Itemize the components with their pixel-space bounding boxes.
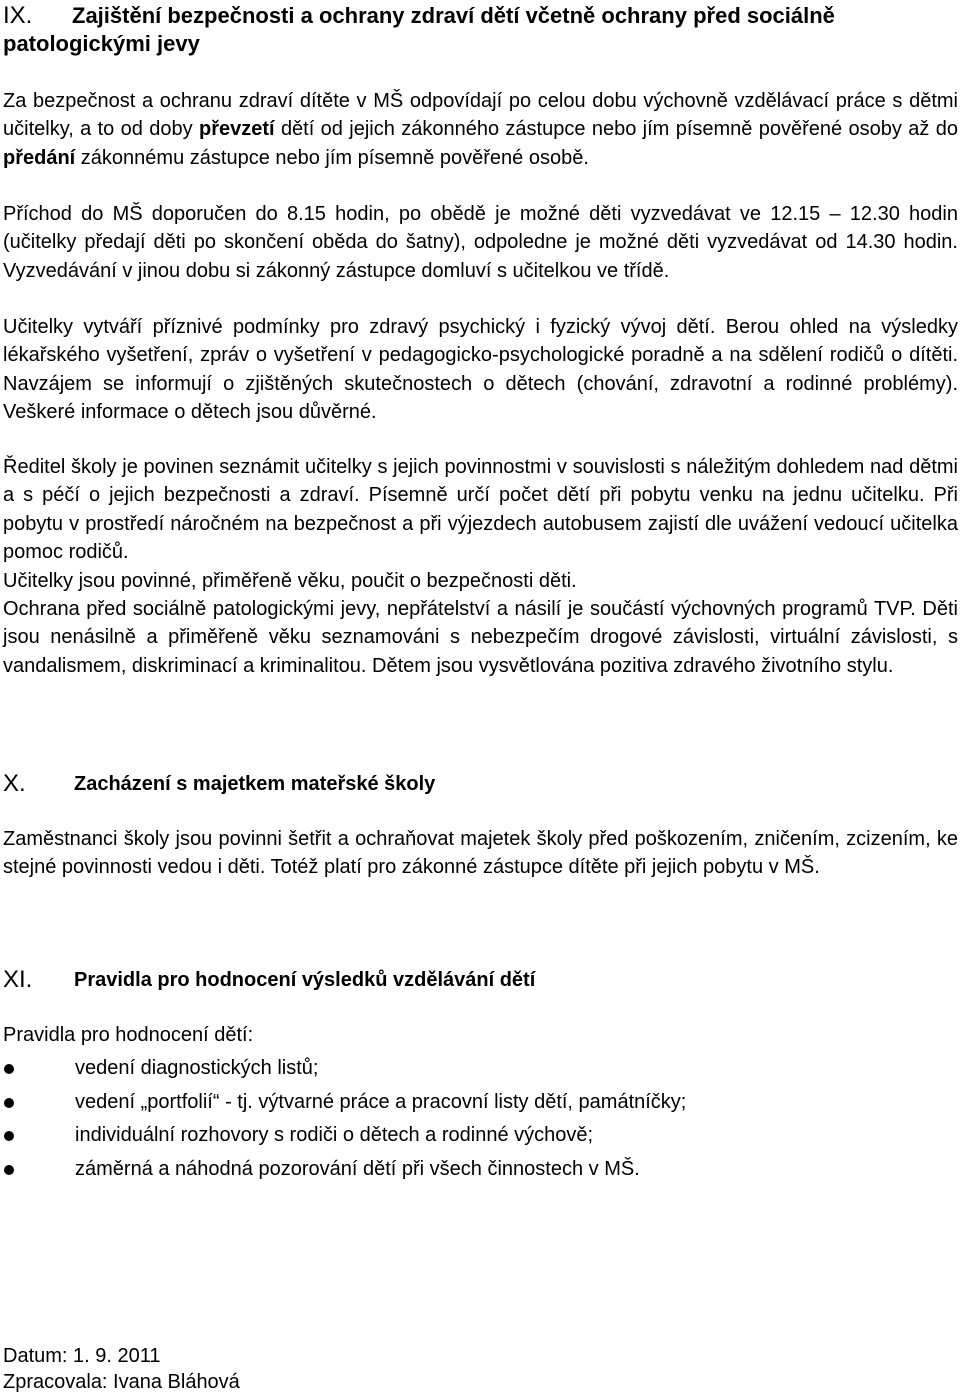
bullet-icon: [4, 1064, 14, 1074]
paragraph-text: dětí od jejich zákonného zástupce nebo jím písemně pověřené osoby až do: [274, 118, 958, 141]
evaluation-rules-list: [3, 1052, 958, 1187]
section-11-heading: [3, 966, 958, 994]
section-11-intro: Pravidla pro hodnocení dětí:: [3, 1024, 254, 1046]
list-item-text: vedení diagnostických listů;: [75, 1057, 319, 1079]
section-9-number: IX.: [3, 2, 33, 29]
list-item: [3, 1086, 958, 1120]
section-11-number: XI.: [3, 966, 33, 993]
section-9-title: Zajištění bezpečnosti a ochrany zdraví dětí včetně ochrany před sociálně patologickými jevy: [3, 3, 835, 56]
section-10-number: X.: [3, 770, 26, 797]
section-9-heading: [3, 2, 958, 58]
bullet-icon: [4, 1165, 14, 1175]
list-item: [3, 1153, 958, 1187]
list-item-text: vedení „portfolií“ - tj. výtvarné práce a pracovní listy dětí, památníčky;: [75, 1090, 687, 1113]
footer-author: Zpracovala: Ivana Bláhová: [3, 1371, 240, 1393]
bullet-icon: [4, 1098, 14, 1108]
section-9-paragraph-2: Příchod do MŠ doporučen do 8.15 hodin, po obědě je možné děti vyzvedávat ve 12.15 – 12.30 hodin (učitelky předají děti po skončení oběda do šatny), odpoledne je možné děti vyzvedávat od 14.30 hodin. Vyzvedávání v jinou dobu si zákonný zástupce domluví s učitelkou ve třídě.: [3, 203, 958, 282]
section-10-title: Zacházení s majetkem mateřské školy: [74, 773, 436, 795]
section-11-title: Pravidla pro hodnocení výsledků vzdělávání dětí: [74, 969, 536, 991]
bold-text-predani: předání: [3, 146, 76, 169]
section-10-paragraph-1: Zaměstnanci školy jsou povinni šetřit a ochraňovat majetek školy před poškozením, zničením, zcizením, ke stejné povinnosti vedou i děti. Totéž platí pro zákonné zástupce dítěte při jejich pobytu v MŠ.: [3, 828, 958, 879]
footer-date: Datum: 1. 9. 2011: [3, 1345, 161, 1367]
paragraph-text: zákonnému zástupce nebo jím písemně pověřené osobě.: [75, 146, 589, 169]
list-item-text: individuální rozhovory s rodiči o dětech a rodinné výchově;: [75, 1124, 594, 1147]
section-9-paragraph-4: Ředitel školy je povinen seznámit učitelky s jejich povinnostmi v souvislosti s náležitým dohledem nad dětmi a s péčí o jejich bezpečnosti a zdraví. Písemně určí počet dětí při pobytu venku na jednu učitelku. Při pobytu v prostředí náročném na bezpečnost a při výjezdech autobusem zajistí dle uvážení vedoucí učitelka pomoc rodičů.: [3, 456, 958, 563]
list-item: [3, 1052, 958, 1086]
list-item-text: záměrná a náhodná pozorování dětí při všech činnostech v MŠ.: [75, 1158, 640, 1181]
list-item: [3, 1119, 958, 1153]
section-9-paragraph-1: [3, 87, 958, 172]
section-9-paragraph-3: Učitelky vytváří příznivé podmínky pro zdravý psychický i fyzický vývoj dětí. Berou ohled na výsledky lékařského vyšetření, zpráv o vyšetření v pedagogicko-psychologické poradně a na sdělení rodičů o dítěti. Navzájem se informují o zjištěných skutečnostech o dětech (chování, zdravotní a rodinné problémy). Veškeré informace o dětech jsou důvěrné.: [3, 316, 958, 423]
paragraph-text: Za bezpečnost a ochranu zdraví dítěte v MŠ odpovídají po celou dobu výchovně vzdělávací práce s dětmi učitelky, a to od doby: [3, 90, 958, 141]
section-9-paragraph-5: Učitelky jsou povinné, přiměřeně věku, poučit o bezpečnosti děti.: [3, 570, 577, 592]
section-9-paragraph-6: Ochrana před sociálně patologickými jevy, nepřátelství a násilí je součástí výchovných programů TVP. Děti jsou nenásilně a přiměřeně věku seznamováni s nebezpečím drogové závislosti, virtuální závislosti, s vandalismem, diskriminací a kriminalitou. Dětem jsou vysvětlována pozitiva zdravého životního stylu.: [3, 598, 958, 677]
bold-text-prevzeti: převzetí: [198, 118, 275, 141]
section-10-heading: [3, 770, 958, 798]
bullet-icon: [4, 1131, 14, 1141]
